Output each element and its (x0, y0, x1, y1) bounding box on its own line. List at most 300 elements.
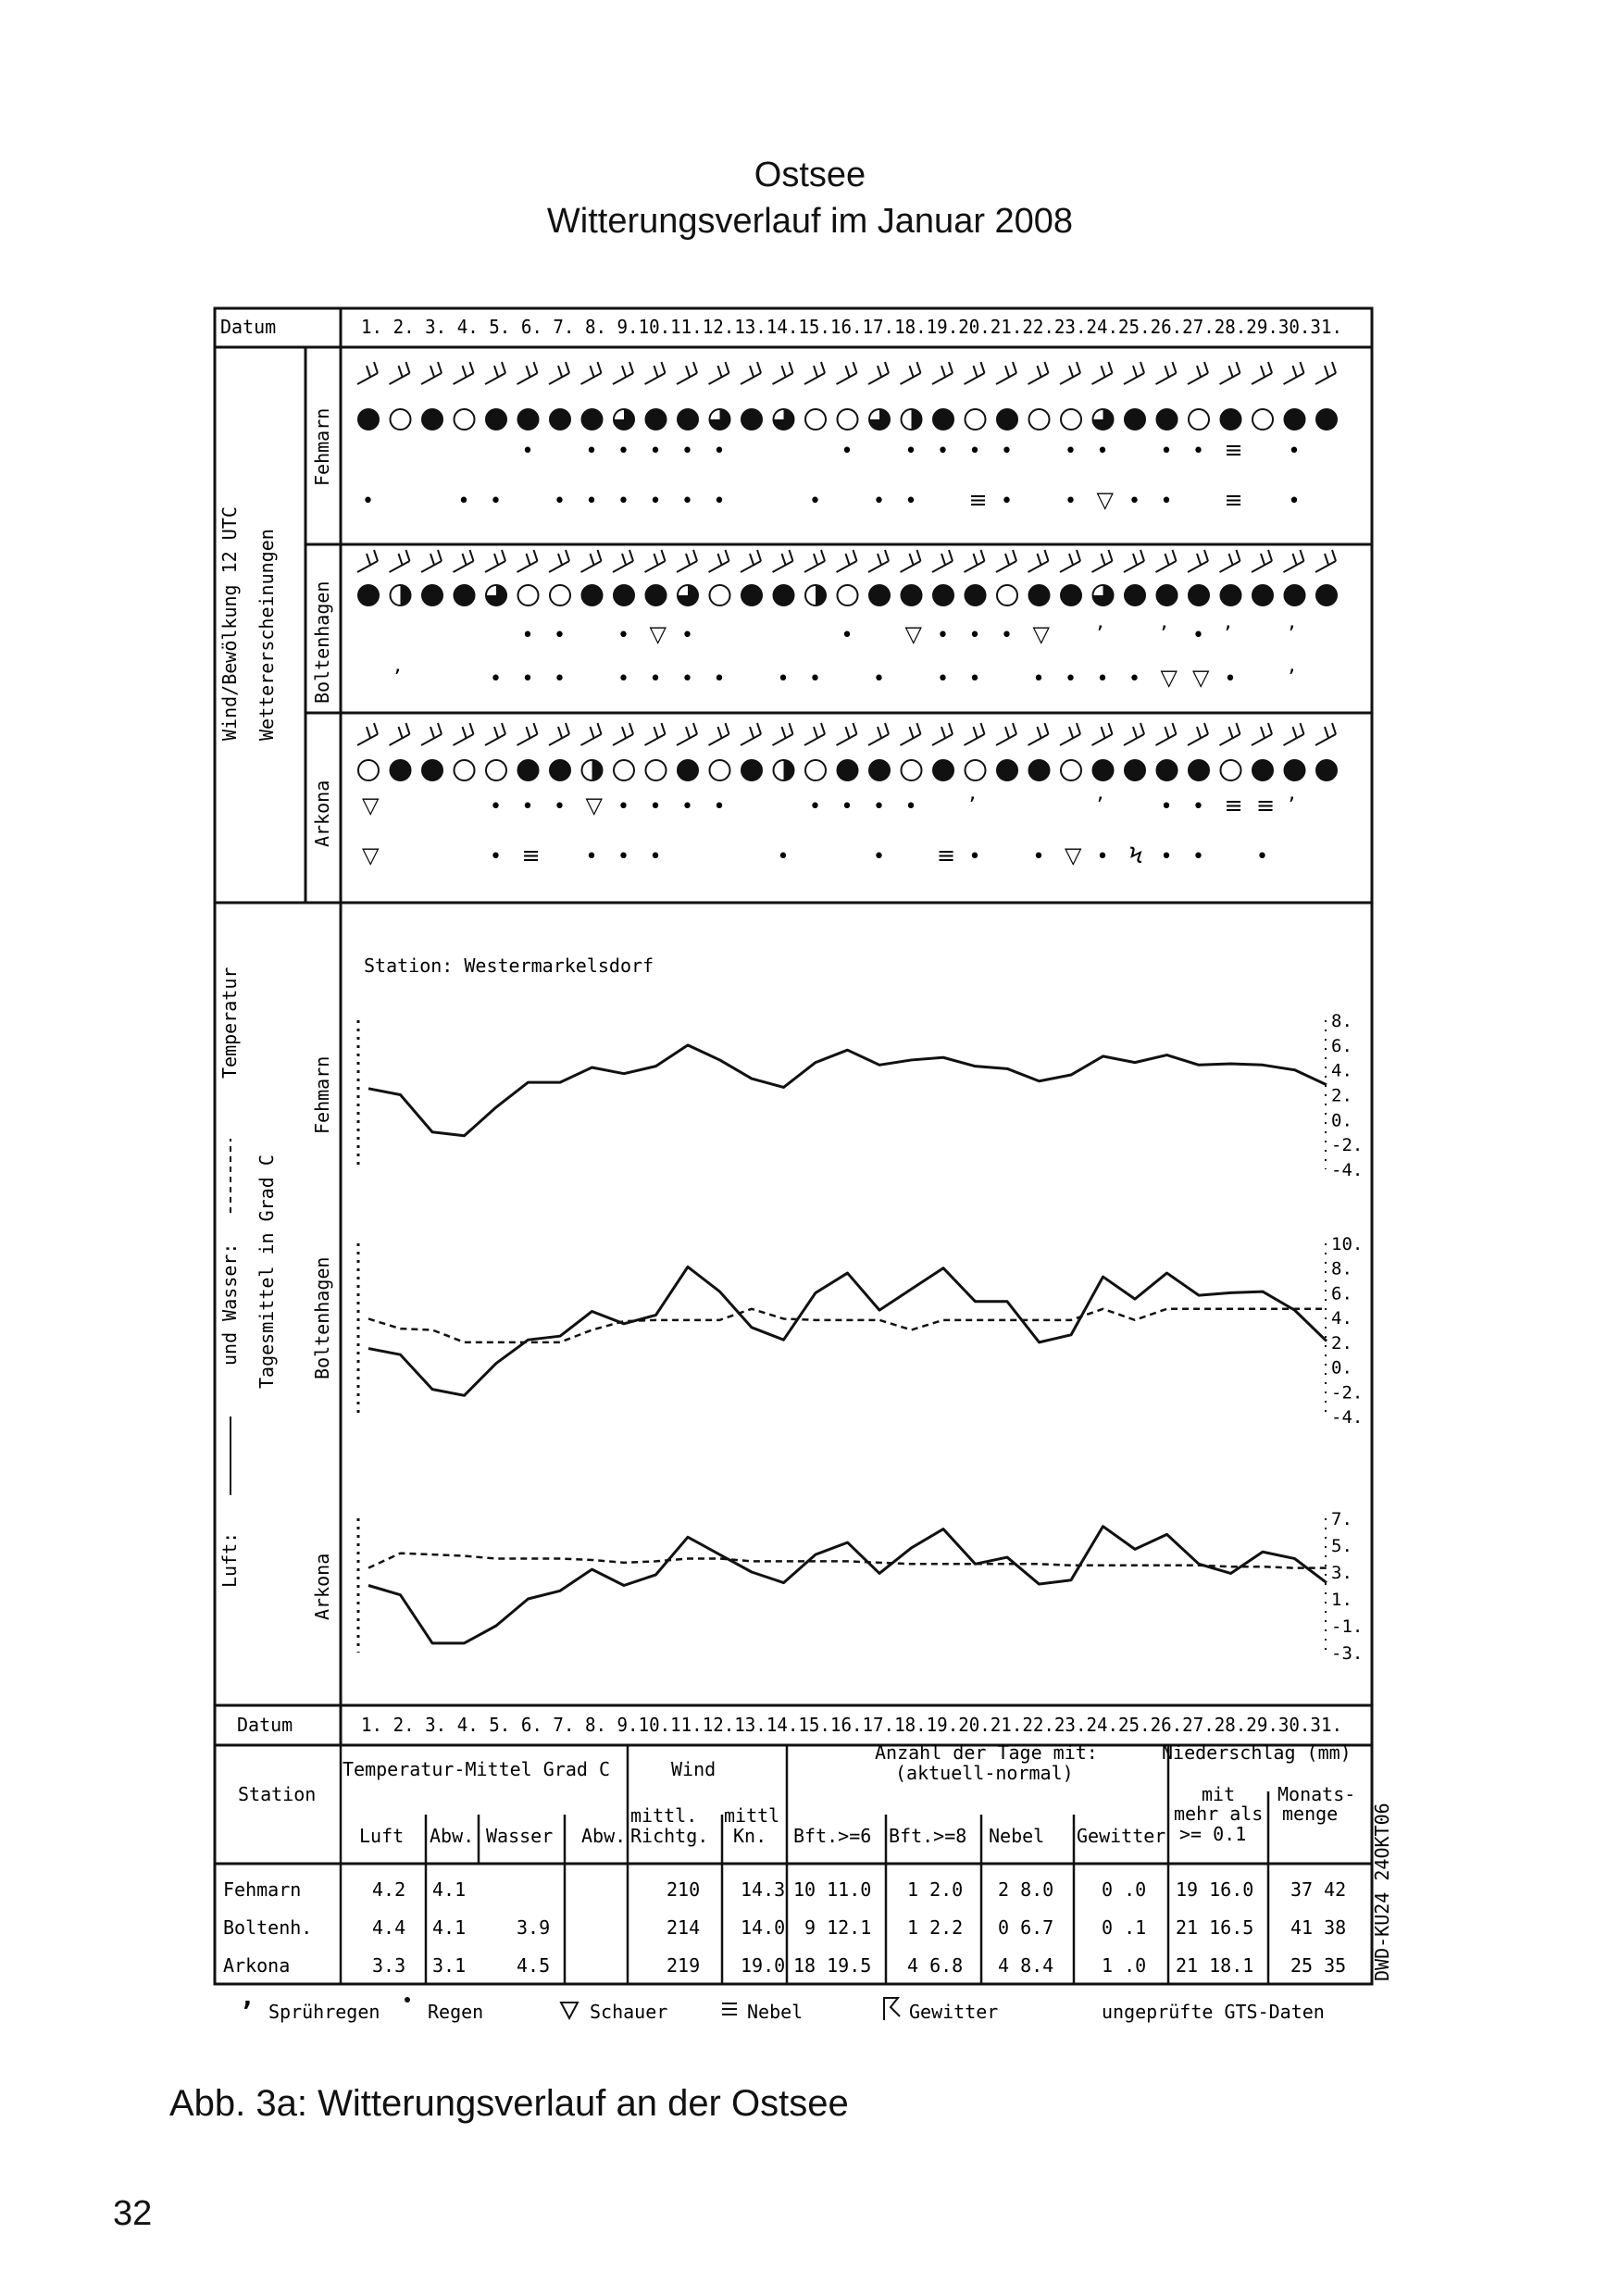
weather-phenomenon-icon: • (1160, 845, 1173, 868)
weather-phenomenon-icon: • (554, 668, 566, 691)
cloud-cover-icon (391, 760, 411, 780)
wind-barb-icon (996, 362, 1016, 384)
weather-phenomenon-icon: ≡ (1224, 487, 1243, 513)
th-monat-1: Monats- (1277, 1783, 1356, 1805)
cloud-cover-icon (358, 409, 379, 430)
y-tick-label: 6. (1331, 1283, 1352, 1304)
cloud-cover-icon (869, 409, 890, 430)
days-row-top: 1. 2. 3. 4. 5. 6. 7. 8. 9.10.11.12.13.14.15.16.17.18.19.20.21.22.23.24.25.26.27.28.29.30.31. (361, 316, 1342, 338)
wind-barb-icon (454, 550, 474, 572)
station-note: Station: Westermarkelsdorf (364, 955, 654, 977)
cloud-cover-icon (1125, 409, 1145, 430)
cloud-cover-icon (678, 760, 698, 780)
cloud-cover-icon (997, 585, 1017, 605)
cloud-cover-icon (933, 760, 953, 780)
weather-phenomenon-icon: ’ (393, 665, 402, 691)
y-tick-label: 0. (1331, 1357, 1352, 1379)
weather-phenomenon-icon: • (1160, 440, 1173, 463)
wind-barb-icon (996, 723, 1016, 745)
weather-phenomenon-icon: ’ (1224, 621, 1232, 647)
weather-phenomenon-icon: • (490, 845, 502, 868)
weather-phenomenon-icon: • (841, 624, 854, 647)
weather-phenomenon-icon: • (649, 490, 662, 513)
th-wind: Wind (671, 1758, 717, 1780)
cloud-cover-icon (805, 585, 826, 605)
weather-phenomenon-icon: ’ (1288, 621, 1296, 647)
regen-icon (405, 1997, 410, 2003)
wind-barb-icon (1060, 362, 1080, 384)
wind-barb-icon (965, 723, 985, 745)
weather-phenomenon-icon: • (937, 668, 949, 691)
weather-phenomenon-icon: • (649, 440, 662, 463)
datum-label-bottom: Datum (237, 1714, 293, 1736)
wind-barb-icon (773, 362, 793, 384)
cloud-cover-icon (1029, 585, 1050, 605)
wind-barb-icon (1028, 723, 1049, 745)
weather-phenomenon-icon: • (1065, 668, 1077, 691)
cell-nebel: 2 8.0 (998, 1878, 1054, 1901)
cell-luft: 3.3 (372, 1954, 406, 1977)
wind-barb-icon (1060, 550, 1080, 572)
y-tick-label: 10. (1331, 1234, 1364, 1254)
cloud-cover-icon (550, 409, 570, 430)
cloud-cover-icon (1061, 409, 1081, 430)
wind-barb-icon (932, 362, 953, 384)
weather-phenomenon-icon: Ϟ (1128, 842, 1143, 868)
cloud-cover-icon (550, 760, 570, 780)
cloud-cover-icon (518, 585, 539, 605)
weather-phenomenon-icon: • (841, 440, 854, 463)
weather-phenomenon-icon: • (873, 845, 885, 868)
weather-phenomenon-icon: ▽ (1065, 842, 1082, 868)
y-tick-label: 7. (1331, 1509, 1352, 1529)
weather-phenomenon-icon: • (681, 795, 693, 818)
cloud-cover-icon (1061, 760, 1081, 780)
wind-barb-icon (804, 362, 825, 384)
legend-spruehregen: Sprühregen (268, 2001, 380, 2023)
cell-gewitter: 1 .0 (1102, 1954, 1147, 1977)
wind-barb-icon (421, 723, 442, 745)
station-label-arkona-temp: Arkona (311, 1553, 333, 1620)
cell-station: Boltenh. (223, 1916, 313, 1939)
wind-barb-icon (1315, 362, 1336, 384)
wind-barb-icon (1028, 362, 1049, 384)
cloud-cover-icon (422, 760, 442, 780)
table-header (238, 1741, 1355, 1847)
cloud-cover-icon (1252, 585, 1273, 605)
wind-barb-icon (677, 550, 697, 572)
cloud-cover-icon (1029, 409, 1050, 430)
cloud-cover-icon (1285, 409, 1305, 430)
gewitter-icon (884, 1998, 900, 2020)
weather-phenomenon-icon: • (521, 440, 534, 463)
y-tick-label: -2. (1331, 1382, 1364, 1404)
weather-phenomenon-icon: • (1032, 845, 1045, 868)
wind-barb-icon (549, 362, 569, 384)
wind-barb-icon (581, 550, 602, 572)
cell-bft6: 9 12.1 (804, 1916, 872, 1939)
y-tick-label: 2. (1331, 1332, 1352, 1354)
legend-schauer: Schauer (590, 2001, 668, 2023)
weather-phenomenon-icon: ’ (1096, 621, 1104, 647)
cloud-cover-icon (774, 409, 794, 430)
cloud-cover-icon (678, 409, 698, 430)
cloud-cover-icon (869, 585, 890, 605)
wind-barb-icon (1092, 723, 1113, 745)
weather-phenomenon-icon: • (1160, 795, 1173, 818)
cloud-cover-icon (486, 409, 506, 430)
wind-barb-icon (421, 550, 442, 572)
weather-phenomenon-icon: • (649, 795, 662, 818)
y-tick-label: 4. (1331, 1060, 1352, 1081)
weather-phenomenon-icon: ▽ (362, 842, 380, 868)
cloud-cover-icon (1221, 409, 1241, 430)
weather-phenomenon-icon: • (1288, 440, 1301, 463)
wind-barb-icon (613, 362, 633, 384)
weather-phenomenon-icon: • (617, 624, 629, 647)
cloud-cover-icon (614, 760, 634, 780)
cloud-cover-icon (391, 409, 411, 430)
cell-gewitter: 0 .1 (1102, 1916, 1147, 1939)
weather-phenomenon-icon: • (585, 440, 598, 463)
cloud-cover-icon (902, 409, 922, 430)
weather-phenomenon-icon: • (617, 795, 629, 818)
wind-barb-icon (868, 362, 889, 384)
weather-phenomenon-icon: • (1288, 490, 1301, 513)
wind-barb-icon (517, 550, 538, 572)
cell-station: Arkona (223, 1954, 291, 1977)
wind-barb-icon (485, 550, 505, 572)
cell-luft: 4.4 (372, 1916, 406, 1939)
cell-bft6: 10 11.0 (793, 1878, 872, 1901)
cloud-cover-icon (358, 585, 379, 605)
cloud-cover-icon (646, 409, 667, 430)
weather-phenomenon-icon: • (1096, 845, 1109, 868)
weather-phenomenon-icon: ▽ (1032, 621, 1050, 647)
wind-barb-icon (965, 362, 985, 384)
series-line-wasser (368, 1309, 1327, 1342)
wind-barb-icon (1284, 550, 1304, 572)
series-line-wasser (368, 1554, 1327, 1568)
cell-wasser: 4.5 (517, 1954, 551, 1977)
weather-phenomenon-icon: • (904, 440, 917, 463)
cloud-cover-icon (997, 760, 1017, 780)
cloud-cover-icon (774, 585, 794, 605)
weather-phenomenon-icon: • (713, 795, 726, 818)
weather-phenomenon-icon: • (1001, 440, 1013, 463)
wind-barb-icon (901, 550, 921, 572)
cloud-cover-icon (1221, 760, 1241, 780)
th-abw2: Abw. (581, 1825, 627, 1847)
cloud-cover-icon (933, 409, 953, 430)
th-wasser: Wasser (486, 1825, 554, 1847)
weather-phenomenon-icon: • (649, 668, 662, 691)
cell-bft6: 18 19.5 (793, 1954, 872, 1977)
figure-caption: Abb. 3a: Witterungsverlauf an der Ostsee (169, 2083, 849, 2124)
station-label-boltenhagen-temp: Boltenhagen (311, 1256, 333, 1379)
cell-mit: 19 16.0 (1176, 1878, 1254, 1901)
wind-barb-icon (1060, 723, 1080, 745)
wind-barb-icon (1188, 362, 1208, 384)
th-kn-1: mittl (724, 1804, 780, 1827)
wind-barb-icon (645, 723, 666, 745)
cell-kn: 14.0 (741, 1916, 786, 1939)
wind-barb-icon (996, 550, 1016, 572)
y-tick-label: 1. (1331, 1590, 1352, 1610)
th-richtg-2: Richtg. (630, 1825, 709, 1847)
cell-abw: 4.1 (432, 1916, 467, 1939)
th-abw: Abw. (430, 1825, 475, 1847)
station-label-fehmarn-temp: Fehmarn (311, 1055, 333, 1134)
wind-barb-icon (709, 723, 729, 745)
weather-phenomenon-icon: • (554, 490, 566, 513)
cloud-cover-icon (646, 760, 667, 780)
th-niederschlag: Niederschlag (mm) (1162, 1741, 1352, 1764)
y-tick-label: 2. (1331, 1085, 1352, 1106)
wind-barb-icon (454, 723, 474, 745)
cell-abw: 4.1 (432, 1878, 467, 1901)
wind-barb-icon (1156, 723, 1177, 745)
wind-barb-icon (485, 362, 505, 384)
weather-phenomenon-icon: • (1001, 624, 1013, 647)
weather-phenomenon-icon: • (617, 845, 629, 868)
y-tick-label: 4. (1331, 1308, 1352, 1329)
table-row (223, 1916, 1346, 1939)
th-aktuell-normal: (aktuell-normal) (895, 1762, 1074, 1784)
weather-phenomenon-icon: • (1096, 440, 1109, 463)
cloud-cover-icon (582, 760, 603, 780)
weather-phenomenon-icon: • (1096, 668, 1109, 691)
cloud-cover-icon (1189, 409, 1209, 430)
cloud-cover-icon (1157, 760, 1178, 780)
wind-barb-icon (1220, 723, 1240, 745)
temperature-chart-arkona (358, 1509, 1363, 1664)
weather-phenomenon-icon: ≡ (968, 487, 988, 513)
wind-barb-icon (645, 550, 666, 572)
weather-phenomenon-icon: ’ (1288, 792, 1296, 818)
th-nebel: Nebel (989, 1825, 1045, 1847)
weather-phenomenon-icon: • (1065, 490, 1077, 513)
wind-barb-icon (1284, 362, 1304, 384)
weather-phenomenon-icon: • (968, 845, 981, 868)
cloud-cover-icon (838, 760, 858, 780)
y-tick-label: -2. (1331, 1135, 1364, 1156)
y-tick-label: 8. (1331, 1258, 1352, 1279)
cell-kn: 14.3 (741, 1878, 786, 1901)
wind-barb-icon (390, 723, 410, 745)
wind-barb-icon (901, 723, 921, 745)
cloud-cover-icon (838, 409, 858, 430)
cloud-cover-icon (902, 760, 922, 780)
wind-barb-icon (1188, 550, 1208, 572)
label-wind-bewoelkung: Wind/Bewölkung 12 UTC (218, 506, 241, 741)
cell-monat: 41 38 (1290, 1916, 1347, 1939)
weather-phenomenon-icon: • (681, 624, 693, 647)
y-tick-label: -4. (1331, 1160, 1364, 1180)
y-tick-label: -3. (1331, 1643, 1364, 1664)
weather-phenomenon-icon: ’ (1096, 792, 1104, 818)
weather-phenomenon-icon: • (617, 490, 629, 513)
y-tick-label: 5. (1331, 1536, 1352, 1556)
temperature-chart-boltenhagen (358, 1234, 1363, 1428)
y-tick-label: 3. (1331, 1563, 1352, 1583)
wind-barb-icon (357, 550, 378, 572)
weather-phenomenon-icon: • (873, 490, 885, 513)
cloud-cover-icon (741, 585, 762, 605)
wind-barb-icon (677, 723, 697, 745)
wind-barb-icon (1315, 550, 1336, 572)
cloud-cover-icon (518, 760, 539, 780)
station-label-fehmarn-weather: Fehmarn (311, 407, 333, 486)
weather-phenomenon-icon: • (585, 845, 598, 868)
cloud-cover-icon (518, 409, 539, 430)
wind-barb-icon (1124, 550, 1144, 572)
weather-phenomenon-icon: • (1192, 845, 1204, 868)
y-tick-label: 0. (1331, 1110, 1352, 1131)
series-line-luft (368, 1045, 1327, 1136)
cloud-cover-icon (741, 760, 762, 780)
wind-barb-icon (357, 723, 378, 745)
cloud-cover-icon (550, 585, 570, 605)
weather-phenomenon-icon: ▽ (904, 621, 922, 647)
weather-phenomenon-icon: ≡ (1256, 792, 1276, 818)
weather-phenomenon-icon: ≡ (1224, 792, 1243, 818)
cell-luft: 4.2 (372, 1878, 406, 1901)
weather-phenomenon-icon: • (554, 795, 566, 818)
cloud-cover-icon (455, 409, 475, 430)
cloud-cover-icon (1093, 760, 1114, 780)
wind-barb-icon (868, 550, 889, 572)
weather-phenomenon-icon: • (617, 668, 629, 691)
weather-phenomenon-icon: • (457, 490, 470, 513)
cloud-cover-icon (614, 585, 634, 605)
wind-barb-icon (741, 362, 761, 384)
weather-phenomenon-icon: • (873, 795, 885, 818)
legend-nebel: Nebel (747, 2001, 804, 2023)
cell-abw: 3.1 (432, 1954, 467, 1977)
label-tagesmittel: Tagesmittel in Grad C (255, 1154, 278, 1389)
th-anzahl: Anzahl der Tage mit: (875, 1741, 1098, 1764)
datum-label-top: Datum (220, 316, 277, 338)
spruehregen-icon: ’ (239, 1996, 255, 2027)
cloud-cover-icon (902, 585, 922, 605)
cloud-cover-icon (1285, 760, 1305, 780)
cloud-cover-icon (1125, 760, 1145, 780)
wind-barb-icon (1092, 550, 1113, 572)
weather-phenomenon-icon: • (617, 440, 629, 463)
wind-barb-icon (1220, 362, 1240, 384)
wind-barb-icon (868, 723, 889, 745)
weather-phenomenon-icon: • (1065, 440, 1077, 463)
weather-phenomenon-icon: • (937, 624, 949, 647)
table-row (223, 1954, 1346, 1977)
wind-barb-icon (932, 723, 953, 745)
wind-barb-icon (613, 550, 633, 572)
wind-barb-icon (1156, 550, 1177, 572)
wind-barb-icon (485, 723, 505, 745)
cloud-cover-icon (391, 585, 411, 605)
wind-barb-icon (1252, 362, 1272, 384)
cloud-cover-icon (614, 409, 634, 430)
cell-bft8: 4 6.8 (907, 1954, 964, 1977)
cloud-cover-icon (933, 585, 953, 605)
wind-barb-icon (965, 550, 985, 572)
wind-barb-icon (709, 362, 729, 384)
wind-barb-icon (804, 550, 825, 572)
cloud-cover-icon (582, 409, 603, 430)
weather-phenomenon-icon: • (1192, 440, 1204, 463)
weather-phenomenon-icon: ≡ (937, 842, 956, 868)
weather-phenomenon-icon: • (809, 795, 821, 818)
wind-barb-icon (1252, 550, 1272, 572)
cell-richtg: 214 (667, 1916, 701, 1939)
wind-barb-icon (773, 550, 793, 572)
cloud-cover-icon (774, 760, 794, 780)
cloud-cover-icon (1189, 585, 1209, 605)
weather-phenomenon-icon: • (521, 668, 534, 691)
weather-phenomenon-icon: ▽ (362, 792, 380, 818)
weather-phenomenon-icon: • (841, 795, 854, 818)
cell-nebel: 0 6.7 (998, 1916, 1054, 1939)
weather-phenomenon-icon: • (937, 440, 949, 463)
wind-barb-icon (1156, 362, 1177, 384)
wind-barb-icon (932, 550, 953, 572)
label-und-wasser: und Wasser: (218, 1242, 241, 1366)
legend-gewitter: Gewitter (909, 2001, 999, 2023)
cell-mit: 21 16.5 (1176, 1916, 1254, 1939)
series-line-luft (368, 1527, 1327, 1643)
wind-barb-icon (1092, 362, 1113, 384)
cloud-cover-icon (1061, 585, 1081, 605)
weather-phenomenon-icon: ▽ (649, 621, 667, 647)
temperature-charts (358, 1011, 1363, 1664)
wind-barb-icon (773, 723, 793, 745)
y-tick-label: -1. (1331, 1616, 1364, 1637)
cloud-cover-icon (966, 585, 986, 605)
wind-barb-icon (741, 550, 761, 572)
wind-barb-icon (709, 550, 729, 572)
label-luft: Luft: (218, 1531, 241, 1588)
weather-phenomenon-icon: • (777, 845, 790, 868)
days-row-bottom: 1. 2. 3. 4. 5. 6. 7. 8. 9.10.11.12.13.14.15.16.17.18.19.20.21.22.23.24.25.26.27.28.29.30.31. (361, 1714, 1342, 1736)
chart-title-line2: Witterungsverlauf im Januar 2008 (546, 202, 1074, 241)
wind-barb-icon (1220, 550, 1240, 572)
cloud-cover-icon (486, 585, 506, 605)
weather-phenomenon-icon: • (713, 440, 726, 463)
cloud-cover-icon (1285, 585, 1305, 605)
cloud-cover-icon (741, 409, 762, 430)
cloud-cover-icon (710, 760, 730, 780)
cloud-cover-icon (646, 585, 667, 605)
wind-barb-icon (1284, 723, 1304, 745)
weather-phenomenon-icon: • (1001, 490, 1013, 513)
y-tick-label: 8. (1331, 1011, 1352, 1031)
cloud-cover-icon (966, 409, 986, 430)
chart-title-line1: Ostsee (754, 156, 866, 194)
weather-phenomenon-icon: • (1224, 668, 1237, 691)
cell-richtg: 219 (667, 1954, 701, 1977)
weather-phenomenon-icon: • (809, 490, 821, 513)
weather-phenomenon-icon: ▽ (1160, 665, 1178, 691)
weather-phenomenon-icon: • (521, 624, 534, 647)
wind-barb-icon (1124, 362, 1144, 384)
cell-kn: 19.0 (741, 1954, 786, 1977)
wind-barb-icon (454, 362, 474, 384)
th-mit-2: mehr als (1174, 1803, 1264, 1825)
weather-phenomenon-icon: • (681, 668, 693, 691)
wind-barb-icon (804, 723, 825, 745)
wind-barb-icon (517, 723, 538, 745)
